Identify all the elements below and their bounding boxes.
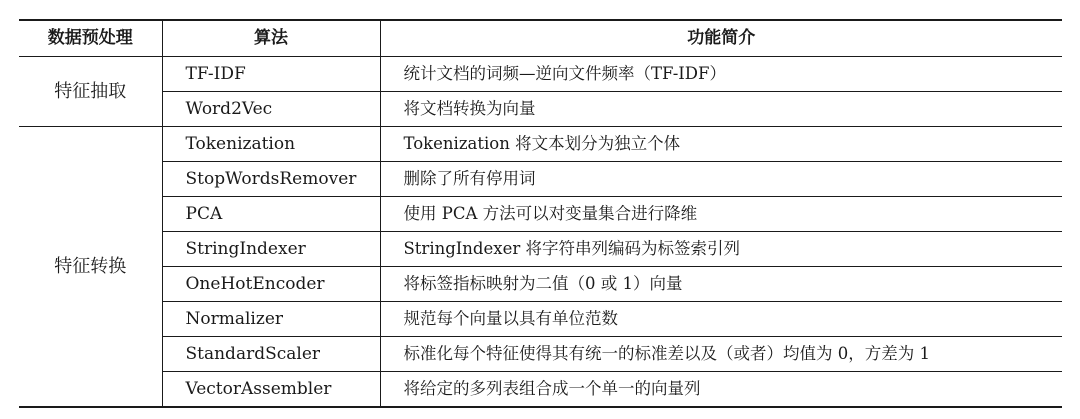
- algo-cell: Tokenization: [162, 127, 380, 162]
- table-row: [19, 197, 1062, 232]
- algo-cell: PCA: [162, 197, 380, 232]
- desc-cell: 使用 PCA 方法可以对变量集合进行降维: [380, 197, 1062, 232]
- table-row: [19, 127, 1062, 162]
- desc-cell: StringIndexer 将字符串列编码为标签索引列: [380, 232, 1062, 267]
- group-feature-extraction: 特征抽取: [19, 57, 162, 127]
- table-row: [19, 302, 1062, 337]
- table-row: [19, 92, 1062, 127]
- table-row: [19, 232, 1062, 267]
- table-row: [19, 162, 1062, 197]
- group-feature-transformation: 特征转换: [54, 255, 127, 277]
- algo-cell: Normalizer: [162, 302, 380, 337]
- table-row: [19, 267, 1062, 302]
- feature-table-container: [19, 19, 1062, 408]
- desc-cell: 删除了所有停用词: [380, 162, 1062, 197]
- desc-cell: 标准化每个特征使得其有统一的标准差以及（或者）均值为 0，方差为 1: [380, 337, 1062, 372]
- table-row: [19, 57, 1062, 92]
- desc-cell: 将给定的多列表组合成一个单一的向量列: [380, 372, 1062, 408]
- header-description: 功能简介: [380, 20, 1062, 57]
- table-row: [19, 372, 1062, 408]
- algo-cell: StopWordsRemover: [162, 162, 380, 197]
- algo-cell: Word2Vec: [162, 92, 380, 127]
- desc-cell: 规范每个向量以具有单位范数: [380, 302, 1062, 337]
- header-preprocessing: 数据预处理: [19, 20, 162, 57]
- algo-cell: TF-IDF: [162, 57, 380, 92]
- table-header-row: [19, 20, 1062, 57]
- table-row: [19, 337, 1062, 372]
- algo-cell: OneHotEncoder: [162, 267, 380, 302]
- feature-processing-table: [19, 19, 1062, 408]
- desc-cell: 统计文档的词频—逆向文件频率（TF-IDF）: [380, 57, 1062, 92]
- desc-cell: 将文档转换为向量: [380, 92, 1062, 127]
- header-algorithm: 算法: [162, 20, 380, 57]
- desc-cell: 将标签指标映射为二值（0 或 1）向量: [380, 267, 1062, 302]
- algo-cell: StandardScaler: [162, 337, 380, 372]
- desc-cell: Tokenization 将文本划分为独立个体: [380, 127, 1062, 162]
- algo-cell: VectorAssembler: [162, 372, 380, 408]
- algo-cell: StringIndexer: [162, 232, 380, 267]
